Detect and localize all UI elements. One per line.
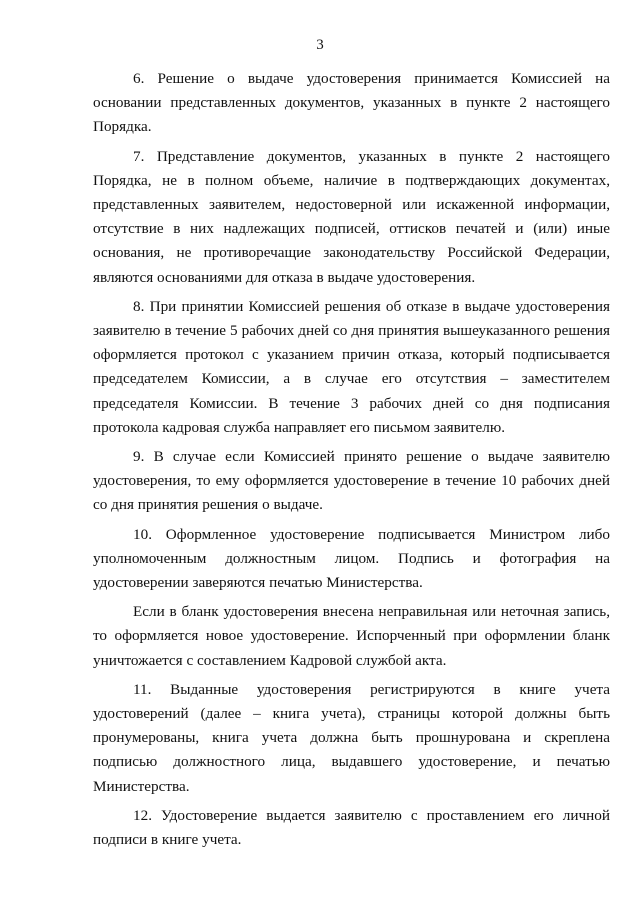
paragraph-6: 6. Решение о выдаче удостоверения принимается Комиссией на основании представленных документов, указанных в пункте 2 настоящего Порядка. xyxy=(93,70,610,136)
paragraph-10: 10. Оформленное удостоверение подписывается Министром либо уполномоченным должностным лицом. Подпись и фотография на удостоверении заверяются печатью Министерства. xyxy=(93,525,610,592)
paragraph-10-note: Если в бланк удостоверения внесена неправильная или неточная запись, то оформляется новое удостоверение. Испорченный при оформлении бланк уничтожается с составлением Кадровой службой акта. xyxy=(93,603,610,669)
paragraph-12: 12. Удостоверение выдается заявителю с проставлением его личной подписи в книге учета. xyxy=(93,806,610,849)
page-number: 3 xyxy=(316,37,324,53)
paragraph-11: 11. Выданные удостоверения регистрируются в книге учета удостоверений (далее – книга учета), страницы которой должны быть пронумерованы, книга учета должна быть прошнурована и скреплена подписью должностного лица, выдавшего удостоверение, и печатью Министерства. xyxy=(93,680,610,795)
paragraph-9: 9. В случае если Комиссией принято решение о выдаче заявителю удостоверения, то ему оформляется удостоверение в течение 10 рабочих дней со дня принятия решения о выдаче. xyxy=(93,448,610,514)
paragraph-7: 7. Представление документов, указанных в пункте 2 настоящего Порядка, не в полном объеме, наличие в подтверждающих документах, представленных заявителем, недостоверной или искаженной информации, отсутствие в них надлежащих подписей, оттисков печатей и (или) иные основания, не противоречащие законодательству Российской Федерации, являются основаниями для отказа в выдаче удостоверения. xyxy=(93,147,610,286)
paragraph-8: 8. При принятии Комиссией решения об отказе в выдаче удостоверения заявителю в течение 5 рабочих дней со дня принятия вышеуказанного решения оформляется протокол с указанием причин отказа, который подписывается председателем Комиссии, а в случае его отсутствия – заместителем председателя Комиссии. В течение 3 рабочих дней со дня подписания протокола кадровая служба направляет его письмом заявителю. xyxy=(93,297,610,436)
document-body xyxy=(93,67,610,852)
